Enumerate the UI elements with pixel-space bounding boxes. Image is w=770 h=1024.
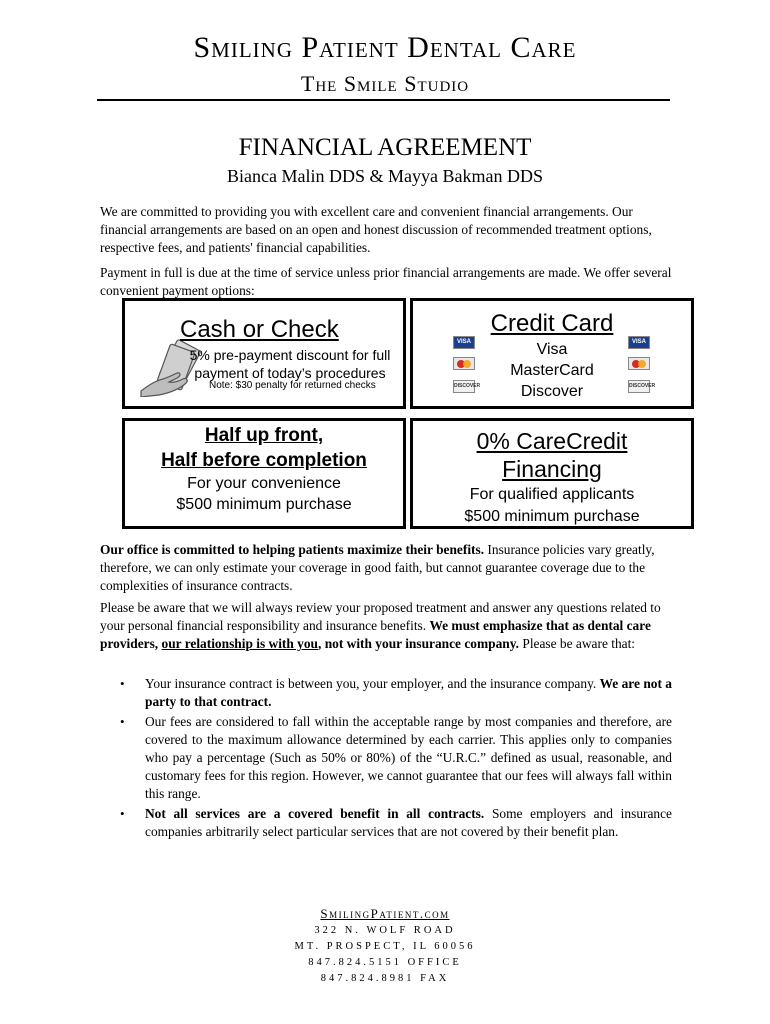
carecredit-heading-line1: 0% CareCredit bbox=[476, 428, 628, 454]
city-address: MT. PROSPECT, IL 60056 bbox=[294, 941, 476, 952]
studio-name: The Smile Studio bbox=[300, 71, 470, 96]
insurance-paragraph bbox=[100, 541, 672, 595]
credit-item-mastercard: MasterCard bbox=[510, 362, 594, 379]
carecredit-minimum-line: $500 minimum purchase bbox=[464, 508, 640, 525]
insurance-points-list bbox=[117, 675, 672, 843]
half-convenience-line: For your convenience bbox=[187, 475, 341, 492]
cash-check-option bbox=[122, 298, 406, 409]
discover-card-icon: DISCOVER bbox=[453, 380, 475, 393]
relationship-paragraph bbox=[100, 599, 672, 653]
credit-card-option bbox=[410, 298, 694, 409]
fax-number: 847.824.8981 FAX bbox=[320, 973, 450, 984]
half-up-front-option bbox=[122, 418, 406, 529]
returned-check-note: Note: $30 penalty for returned checks bbox=[209, 380, 376, 391]
insurance-commitment: Our office is committed to helping patients maximize their benefits. bbox=[100, 542, 485, 557]
cash-discount-line2: payment of today’s procedures bbox=[194, 365, 386, 381]
contract-text: Your insurance contract is between you, your employer, and the insurance company. bbox=[145, 676, 600, 691]
half-minimum-line: $500 minimum purchase bbox=[176, 496, 352, 513]
credit-card-heading: Credit Card bbox=[490, 310, 614, 337]
half-heading-line2: Half before completion bbox=[161, 450, 367, 471]
credit-item-discover: Discover bbox=[520, 383, 584, 400]
office-phone: 847.824.5151 OFFICE bbox=[308, 957, 462, 968]
fees-text: Our fees are considered to fall within the acceptable range by most companies and therefore, are covered to the maximum allowance determined by each carrier. This applies only to companies who pay a percentage (Such as 50% or 80%) of the “U.R.C.” defined as usual, reasonable, and customary fees for this region. However, we cannot guarantee that our fees will always fall within this range. bbox=[145, 714, 672, 801]
half-heading-line1: Half up front, bbox=[204, 425, 324, 446]
list-item bbox=[117, 675, 672, 711]
doctor-names: Bianca Malin DDS & Mayya Bakman DDS bbox=[227, 166, 543, 186]
not-covered-heading: Not all services are a covered benefit in all contracts. bbox=[145, 806, 485, 821]
visa-card-icon: VISA bbox=[453, 336, 475, 349]
aware-text: Please be aware that: bbox=[519, 636, 636, 651]
cash-discount-line1: 5% pre-payment discount for full bbox=[189, 347, 391, 363]
carecredit-option bbox=[410, 418, 694, 529]
relationship-emphasis: our relationship is with you bbox=[161, 636, 319, 651]
carecredit-qualified-line: For qualified applicants bbox=[469, 486, 635, 503]
not-party-text: We are not a party to that contract. bbox=[145, 676, 672, 709]
review-text: Please be aware that we will always review your proposed treatment and answer any questions related to your personal financial responsibility and insurance benefits. bbox=[100, 600, 661, 633]
credit-item-visa: Visa bbox=[536, 341, 568, 358]
not-insurance-text: , not with your insurance company. bbox=[318, 636, 520, 651]
discover-card-icon: DISCOVER bbox=[628, 380, 650, 393]
mastercard-icon bbox=[628, 357, 650, 370]
payment-paragraph: Payment in full is due at the time of service unless prior financial arrangements are made. We offer several convenient payment options: bbox=[100, 265, 672, 298]
header-rule bbox=[97, 99, 670, 101]
insurance-estimate-text: Insurance policies vary greatly, therefore, we can only estimate your coverage in good faith, but cannot guarantee coverage due to the complexities of insurance contracts. bbox=[100, 542, 655, 593]
letterhead bbox=[0, 30, 770, 98]
carecredit-heading-line2: Financing bbox=[502, 456, 602, 482]
practice-name: Smiling Patient Dental Care bbox=[193, 31, 577, 64]
document-title: FINANCIAL AGREEMENT bbox=[238, 134, 532, 161]
visa-card-icon: VISA bbox=[628, 336, 650, 349]
emphasize-text: We must emphasize that as dental care providers, bbox=[100, 618, 651, 651]
cash-check-heading: Cash or Check bbox=[180, 316, 339, 343]
list-item bbox=[117, 805, 672, 841]
street-address: 322 N. WOLF ROAD bbox=[314, 925, 456, 936]
list-item bbox=[117, 713, 672, 803]
mastercard-icon bbox=[453, 357, 475, 370]
not-covered-text: Some employers and insurance companies arbitrarily select particular services that are not covered by their benefit plan. bbox=[145, 806, 672, 839]
website-link[interactable]: SmilingPatient.com bbox=[320, 906, 450, 921]
footer bbox=[0, 905, 770, 987]
intro-paragraph: We are committed to providing you with excellent care and convenient financial arrangements. Our financial arrangements are based on an open and honest discussion of recommended treatment options, respective fees, and patients' financial capabilities. bbox=[100, 204, 652, 255]
